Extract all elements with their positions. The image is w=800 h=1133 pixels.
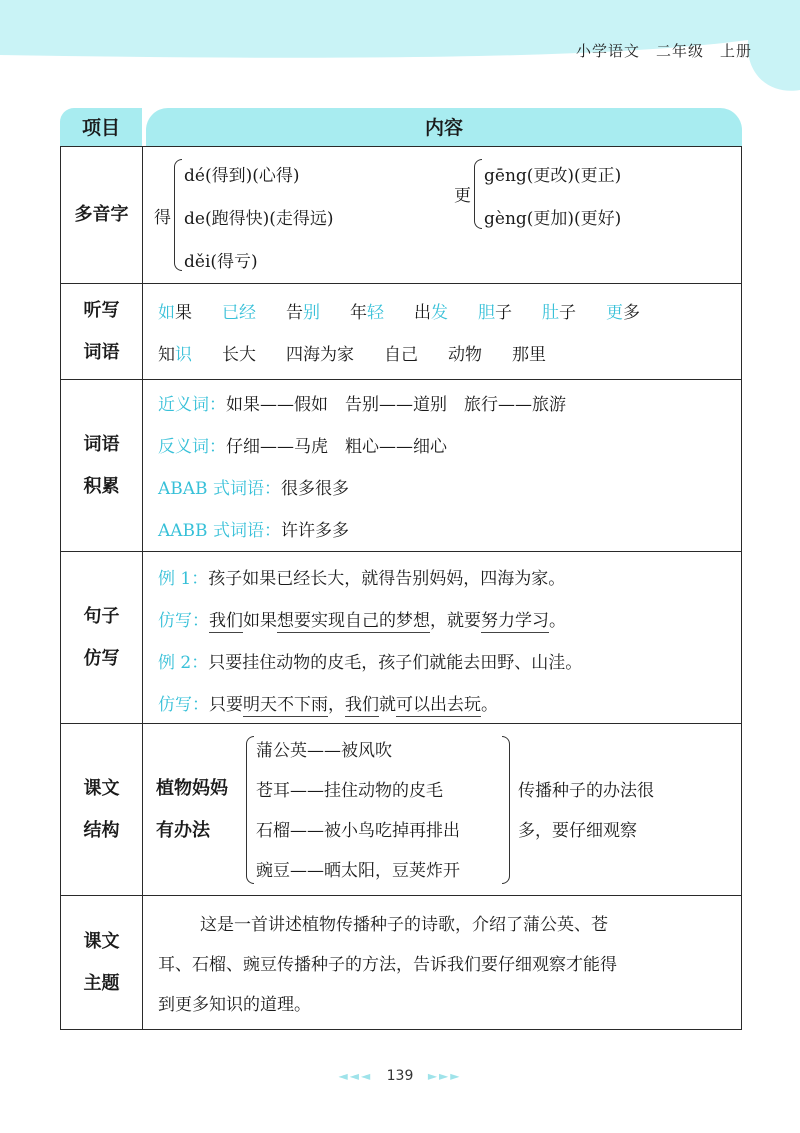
synonyms-label: 近义词： — [158, 395, 226, 415]
antonyms-line — [158, 432, 447, 457]
poly-char-2: 更 — [454, 186, 471, 206]
poly-reading: děi(得亏) — [184, 252, 258, 272]
imitation-1-part: 我们 — [209, 611, 243, 631]
dictation-word: 知识 — [158, 345, 192, 365]
structure-item: 石榴——被小鸟吃掉再排出 — [256, 821, 460, 841]
imitation-1-line — [158, 606, 566, 631]
imitation-1-part: 如果 — [243, 611, 277, 631]
label-structure-1: 课文 — [83, 777, 120, 799]
imitation-1-label: 仿写： — [158, 611, 209, 631]
imitation-1-part: 。 — [549, 611, 566, 631]
synonyms-line — [158, 390, 566, 415]
row-structure — [61, 724, 741, 896]
example-2-text: 只要挂住动物的皮毛，孩子们就能去田野、山洼。 — [208, 653, 583, 673]
dictation-word: 自己 — [384, 345, 418, 365]
structure-summary-1: 传播种子的办法很 — [518, 781, 654, 801]
structure-brace-right — [502, 736, 510, 884]
label-sentence-1: 句子 — [83, 605, 120, 627]
label-polyphone — [61, 147, 143, 283]
header-content: 内容 — [146, 108, 742, 146]
row-sentence — [61, 552, 741, 724]
label-vocab-2: 积累 — [83, 475, 120, 497]
structure-item: 蒲公英——被风吹 — [256, 741, 392, 761]
dictation-word: 已经 — [222, 303, 256, 323]
content-structure — [144, 724, 741, 895]
row-polyphone — [61, 147, 741, 284]
aabb-line — [158, 516, 349, 541]
dictation-word: 长大 — [222, 345, 256, 365]
lesson-title-2: 有办法 — [156, 820, 210, 841]
label-dictation — [61, 284, 143, 379]
content-polyphone — [144, 147, 741, 283]
dictation-line-1 — [158, 298, 670, 323]
imitation-2-part: 可以出去玩 — [396, 695, 481, 715]
poly-reading: dé(得到)(心得) — [184, 166, 300, 186]
abab-line — [158, 474, 349, 499]
imitation-2-part: 。 — [481, 695, 498, 715]
label-structure — [61, 724, 143, 895]
example-1-label: 例 1： — [158, 569, 209, 589]
label-theme — [61, 896, 143, 1029]
header-item: 项目 — [60, 108, 142, 146]
imitation-1-part: 想要实现自己的梦想 — [277, 611, 430, 631]
content-dictation — [144, 284, 741, 379]
dictation-word: 动物 — [448, 345, 482, 365]
footer-arrows-right: ►►► — [427, 1069, 462, 1083]
imitation-1-part: ，就要 — [430, 611, 481, 631]
imitation-2-part: 明天不下雨 — [243, 695, 328, 715]
imitation-1-part: 努力学习 — [481, 611, 549, 631]
aabb-label: AABB 式词语： — [158, 521, 281, 541]
summary-table — [60, 108, 742, 1015]
header-subject: 小学语文 — [575, 42, 640, 60]
example-1-text: 孩子如果已经长大，就得告别妈妈，四海为家。 — [208, 569, 566, 589]
theme-line: 这是一首讲述植物传播种子的诗歌，介绍了蒲公英、苍 — [200, 915, 608, 935]
label-structure-2: 结构 — [83, 819, 120, 841]
structure-item: 豌豆——晒太阳，豆荚炸开 — [256, 861, 460, 881]
poly-reading: de(跑得快)(走得远) — [184, 209, 334, 229]
dictation-word: 出发 — [414, 303, 448, 323]
imitation-2-part: ， — [328, 695, 345, 715]
row-vocab — [61, 380, 741, 552]
table-body — [60, 146, 742, 1030]
lesson-title-1: 植物妈妈 — [156, 778, 228, 799]
structure-item: 苍耳——挂住动物的皮毛 — [256, 781, 443, 801]
abab-label: ABAB 式词语： — [158, 479, 281, 499]
example-1-line — [158, 564, 565, 589]
label-dictation-2: 词语 — [83, 341, 120, 363]
header-grade: 二年级 — [655, 42, 704, 60]
theme-line: 耳、石榴、豌豆传播种子的方法，告诉我们要仔细观察才能得 — [158, 955, 617, 975]
row-theme — [61, 896, 741, 1029]
footer-arrows-left: ◄◄◄ — [338, 1069, 373, 1083]
abab-text: 很多很多 — [280, 479, 349, 499]
label-dictation-1: 听写 — [83, 299, 120, 321]
dictation-line-2 — [158, 340, 576, 365]
imitation-2-part: 我们 — [345, 695, 379, 715]
antonyms-label: 反义词： — [158, 437, 226, 457]
imitation-2-part: 只要 — [209, 695, 243, 715]
table-header — [60, 108, 742, 146]
dictation-word: 如果 — [158, 303, 192, 323]
content-vocab — [144, 380, 741, 551]
content-theme — [144, 896, 741, 1029]
poly-brace-2 — [474, 159, 482, 229]
label-polyphone-text: 多音字 — [74, 204, 129, 225]
dictation-word: 更多 — [606, 303, 640, 323]
poly-reading: gēng(更改)(更正) — [484, 166, 622, 186]
dictation-word: 年轻 — [350, 303, 384, 323]
theme-line: 到更多知识的道理。 — [158, 995, 311, 1015]
page-header — [560, 40, 752, 61]
aabb-text: 许许多多 — [280, 521, 349, 541]
imitation-2-label: 仿写： — [158, 695, 209, 715]
synonyms-text: 如果——假如 告别——道别 旅行——旅游 — [226, 395, 566, 415]
example-2-line — [158, 648, 582, 673]
structure-brace-left — [246, 736, 254, 884]
structure-summary-2: 多，要仔细观察 — [518, 821, 637, 841]
page-footer — [0, 1068, 800, 1084]
antonyms-text: 仔细——马虎 粗心——细心 — [226, 437, 447, 457]
dictation-word: 四海为家 — [286, 345, 354, 365]
poly-char-1: 得 — [154, 208, 171, 228]
dictation-word: 告别 — [286, 303, 320, 323]
label-theme-1: 课文 — [83, 930, 120, 952]
content-sentence — [144, 552, 741, 723]
label-theme-2: 主题 — [83, 972, 120, 994]
imitation-2-part: 就 — [379, 695, 396, 715]
label-vocab-1: 词语 — [83, 433, 120, 455]
header-volume: 上册 — [719, 42, 752, 60]
example-2-label: 例 2： — [158, 653, 209, 673]
page-number: 139 — [386, 1068, 414, 1084]
poly-reading: gèng(更加)(更好) — [484, 209, 622, 229]
label-vocab — [61, 380, 143, 551]
dictation-word: 胆子 — [478, 303, 512, 323]
poly-brace-1 — [174, 159, 182, 271]
row-dictation — [61, 284, 741, 380]
dictation-word: 肚子 — [542, 303, 576, 323]
label-sentence — [61, 552, 143, 723]
dictation-word: 那里 — [512, 345, 546, 365]
imitation-2-line — [158, 690, 498, 715]
label-sentence-2: 仿写 — [83, 647, 120, 669]
